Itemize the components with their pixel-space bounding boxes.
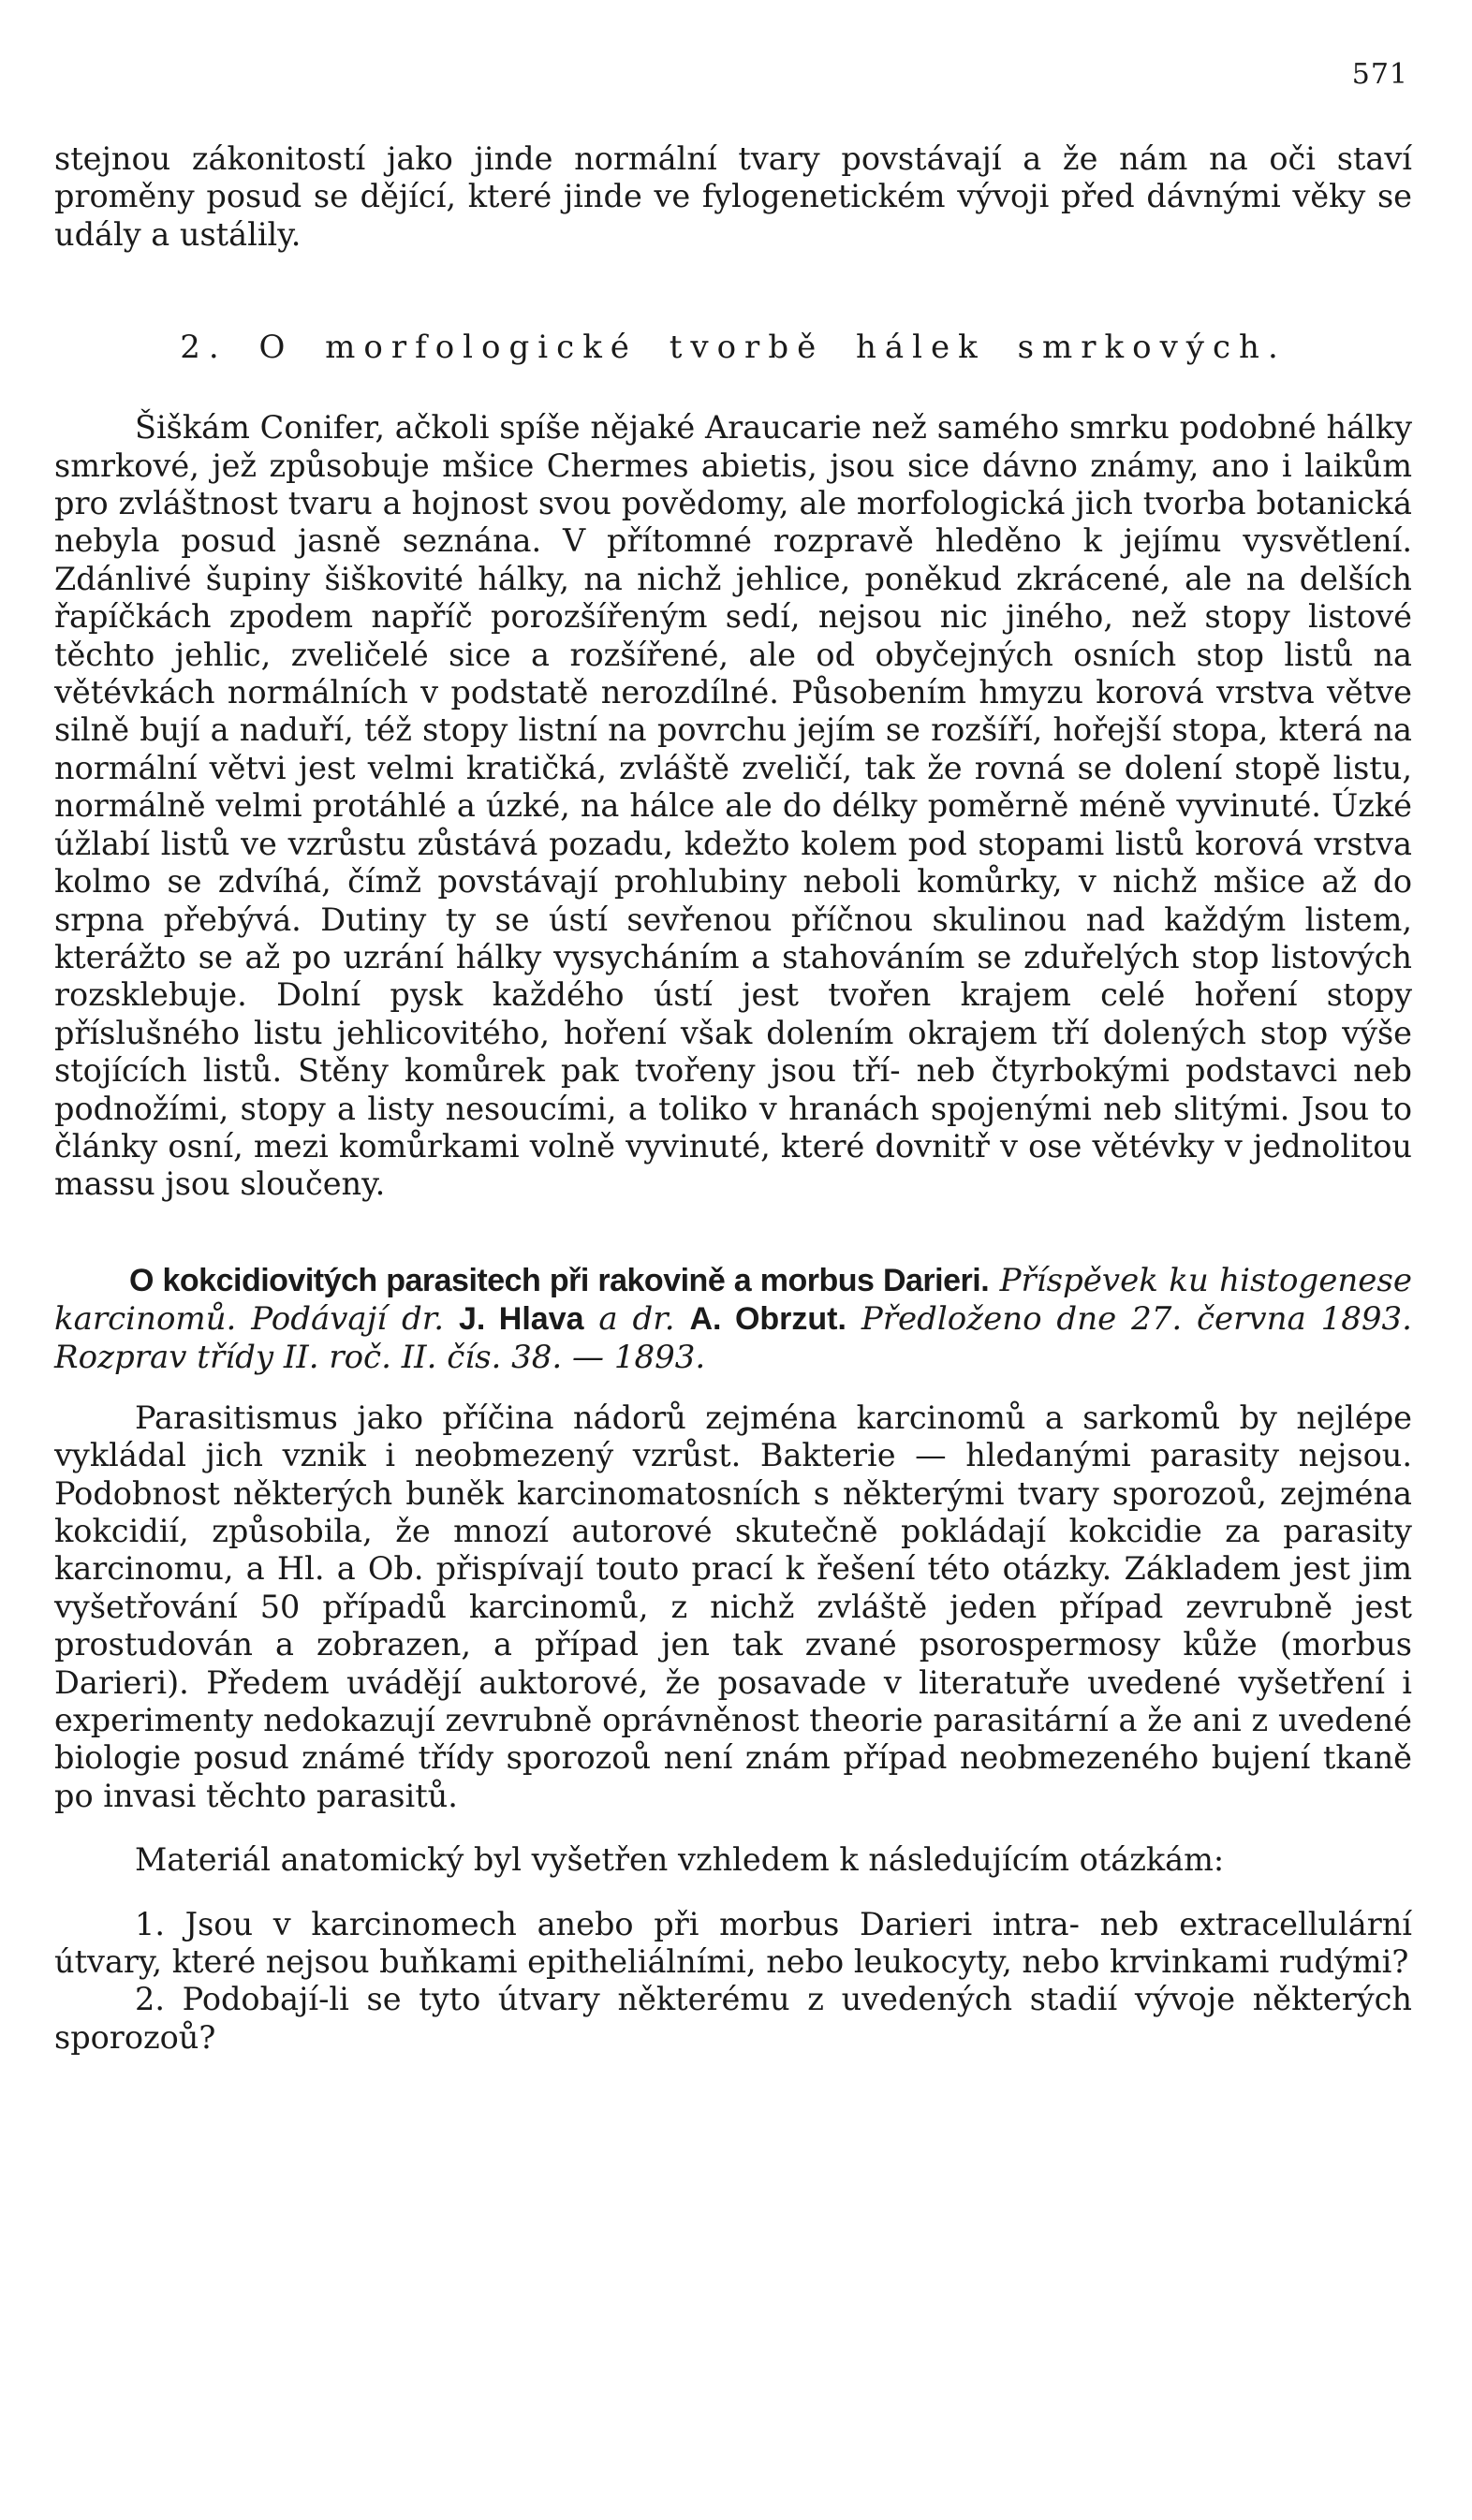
author2-name: A. Obrzut. [689, 1300, 846, 1337]
intro-paragraph: stejnou zákonitostí jako jinde normální tvary povstávají a že nám na oči staví proměny posud se dějící, které jinde ve fylogenetickém vývoji před dávnými věky se udály a ustálily. [54, 140, 1412, 253]
article-header [54, 1262, 1412, 1377]
section-paragraph: Šiškám Conifer, ačkoli spíše nějaké Araucarie než samého smrku podobné hálky smrkové, jež způsobuje mšice Chermes abietis, jsou sice dávno známy, ano i laikům pro zvláštnost tvaru a hojnost svou povědomy, ale morfologická jich tvorba botanická nebyla posud jasně seznána. V přítomné rozpravě hleděno k jejímu vysvětlení. Zdánlivé šupiny šiškovité hálky, na nichž jehlice, poněkud zkrácené, ale na delších řapíčkách zpodem napříč porozšířeným sedí, nejsou nic jiného, než stopy listové těchto jehlic, zveličelé sice a rozšířené, ale od obyčejných osních stop listů na větévkách normálních v podstatě nerozdílné. Působením hmyzu korová vrstva větve silně bují a naduří, též stopy listní na povrchu jejím se rozšíří, hořejší stopa, která na normální větvi jest velmi kratičká, zvláště zveličí, tak že rovná se dolení stopě listu, normálně velmi protáhlé a úzké, na hálce ale do délky poměrně méně vyvinuté. Úzké úžlabí listů ve vzrůstu zůstává pozadu, kdežto kolem pod stopami listů korová vrstva kolmo se zdvíhá, čímž povstávají prohlubiny neboli komůrky, v nichž mšice až do srpna přebývá. Dutiny ty se ústí sevřenou příčnou skulinou nad každým listem, kterážto se až po uzrání hálky vysycháním a stahováním se zduřelých stop listových rozsklebuje. Dolní pysk každého ústí jest tvořen krajem celé hoření stopy příslušného listu jehlicovitého, hoření však dolením okrajem tří dolených stop výše stojících listů. Stěny komůrek pak tvořeny jsou tří- neb čtyrbokými podstavci neb podnožími, stopy a listy nesoucími, a toliko v hranách spojenými neb slitými. Jsou to články osní, mezi komůrkami volně vyvinuté, které dovnitř v ose větévky v jednolitou massu jsou sloučeny. [54, 409, 1412, 1203]
presented-by: Podávají [251, 1299, 388, 1338]
page-number: 571 [1351, 58, 1408, 91]
article-paragraph-2: Materiál anatomický byl vyšetřen vzhledem k následujícím otázkám: [135, 1841, 1225, 1879]
article-paragraph-1: Parasitismus jako příčina nádorů zejména karcinomů a sarkomů by nejlépe vykládal jich vznik i neobmezený vzrůst. Bakterie — hledanými parasity nejsou. Podobnost některých buněk karcinomatosních s některými tvary sporozoů, zejména kokcidií, způsobila, že mnozí autorové skutečně pokládají kokcidie za parasity karcinomu, a Hl. a Ob. přispívají touto prací k řešení této otázky. Základem jest jim vyšetřování 50 případů karcinomů, z nichž zvláště jeden případ zevrubně jest prostudován a zobrazen, a případ jen tak zvané psorospermosy kůže (morbus Darieri). Předem uvádějí auktorové, že posavade v literatuře uvedené vyšetření i experimenty nedokazují zevrubně oprávněnost theorie parasitární a že ani z uvedené biologie posud známé třídy sporozoů není znám případ neobmezeného bujení tkaně po invasi těchto parasitů. [54, 1399, 1412, 1814]
author-connector: a [598, 1299, 618, 1338]
citation: Rozprav třídy II. roč. II. čís. 38. — 1893. [54, 1338, 706, 1376]
author1-name: J. Hlava [458, 1300, 584, 1337]
article-title: O kokcidiovitých parasitech při rakovině a morbus Darieri. [129, 1262, 990, 1298]
text-column [54, 140, 1412, 2057]
list-item: 2. Podobají-li se tyto útvary některému z uvedených stadií vývoje některých sporozoů? [54, 1981, 1412, 2056]
list-item: 1. Jsou v karcinomech anebo při morbus Darieri intra- neb extracellulární útvary, které nejsou buňkami epitheliálními, nebo leukocyty, nebo krvinkami rudými? [54, 1905, 1412, 1981]
article-subtitle: Příspěvek ku histogenese karcinomů. [54, 1261, 1413, 1338]
presented-date: Předloženo dne 27. června 1893. [861, 1299, 1412, 1338]
section-heading: 2. O morfologické tvorbě hálek smrkových. [180, 329, 1287, 367]
author1-prefix: dr. [401, 1299, 445, 1338]
author2-prefix: dr. [632, 1299, 675, 1338]
